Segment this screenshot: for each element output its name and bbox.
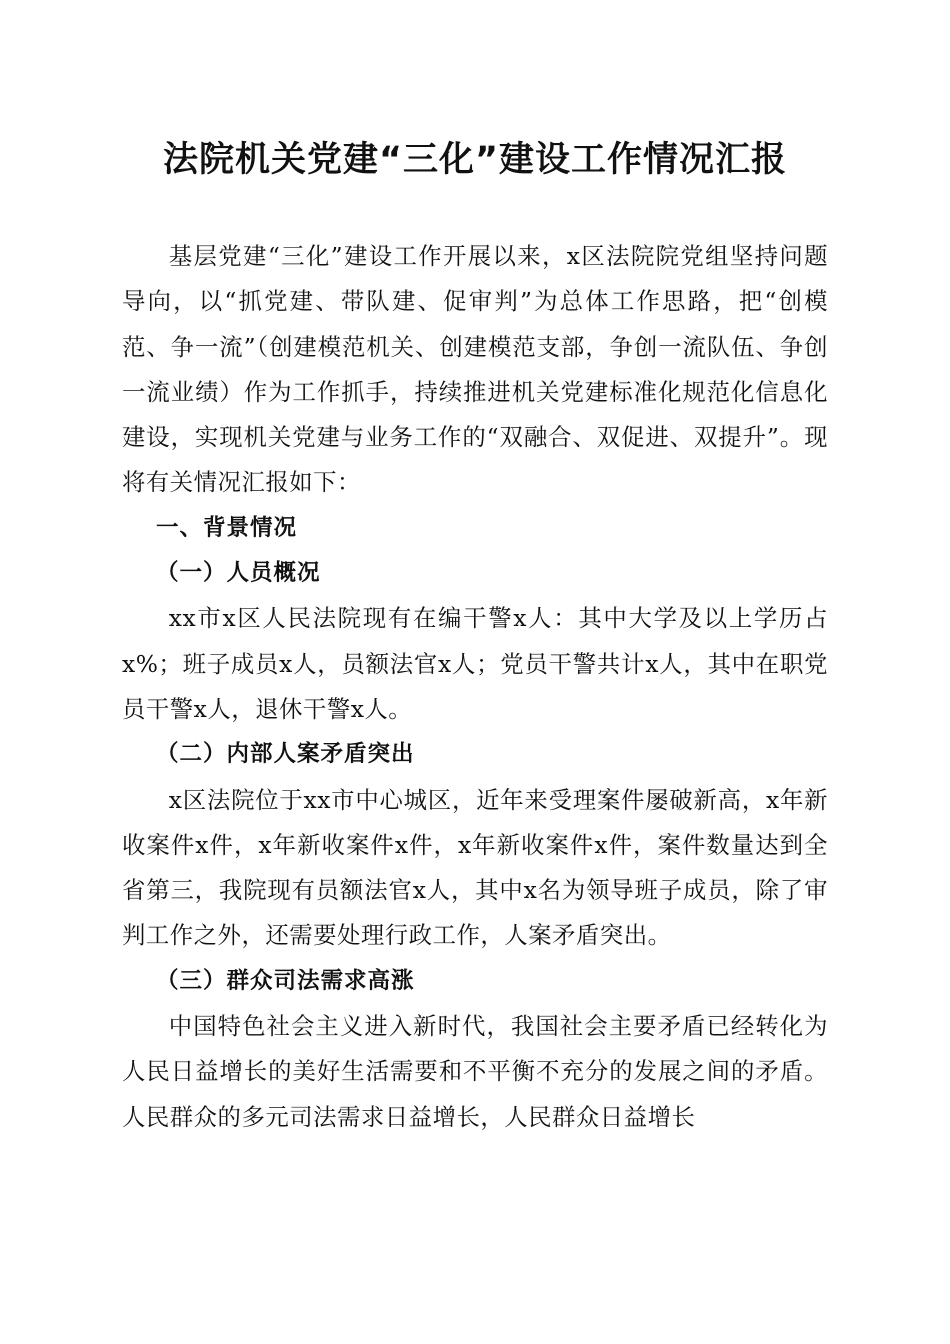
subsection-heading-personnel: （一）人员概况 (156, 560, 321, 587)
subsection-heading-judicial-demand: （三）群众司法需求高涨 (156, 967, 415, 994)
section-heading-background: 一、背景情况 (156, 514, 298, 541)
personnel-paragraph: xx市x区人民法院现有在编干警x人：其中大学及以上学历占x%；班子成员x人，员额法官x人；党员干警共计x人，其中在职党员干警x人，退休干警x人。 (122, 604, 828, 723)
subsection-heading-case-conflict: （二）内部人案矛盾突出 (156, 741, 415, 768)
document-page (122, 130, 828, 1140)
title-spacer (122, 190, 828, 234)
judicial-demand-paragraph: 中国特色社会主义进入新时代，我国社会主要矛盾已经转化为人民日益增长的美好生活需要和不平衡不充分的发展之间的矛盾。人民群众的多元司法需求日益增长，人民群众日益增长 (122, 1012, 828, 1131)
case-conflict-paragraph: x区法院位于xx市中心城区，近年来受理案件屡破新高，x年新收案件x件，x年新收案件x件，x年新收案件x件，案件数量达到全省第三，我院现有员额法官x人，其中x名为领导班子成员，除了审判工作之外，还需要处理行政工作，人案矛盾突出。 (122, 785, 828, 950)
intro-paragraph: 基层党建“三化”建设工作开展以来，x区法院院党组坚持问题导向，以“抓党建、带队建、促审判”为总体工作思路，把“创模范、争一流”（创建模范机关、创建模范支部，争创一流队伍、争创一流业绩）作为工作抓手，持续推进机关党建标准化规范化信息化建设，实现机关党建与业务工作的“双融合、双促进、双提升”。现将有关情况汇报如下： (122, 242, 828, 497)
document-title: 法院机关党建“三化”建设工作情况汇报 (162, 140, 787, 180)
